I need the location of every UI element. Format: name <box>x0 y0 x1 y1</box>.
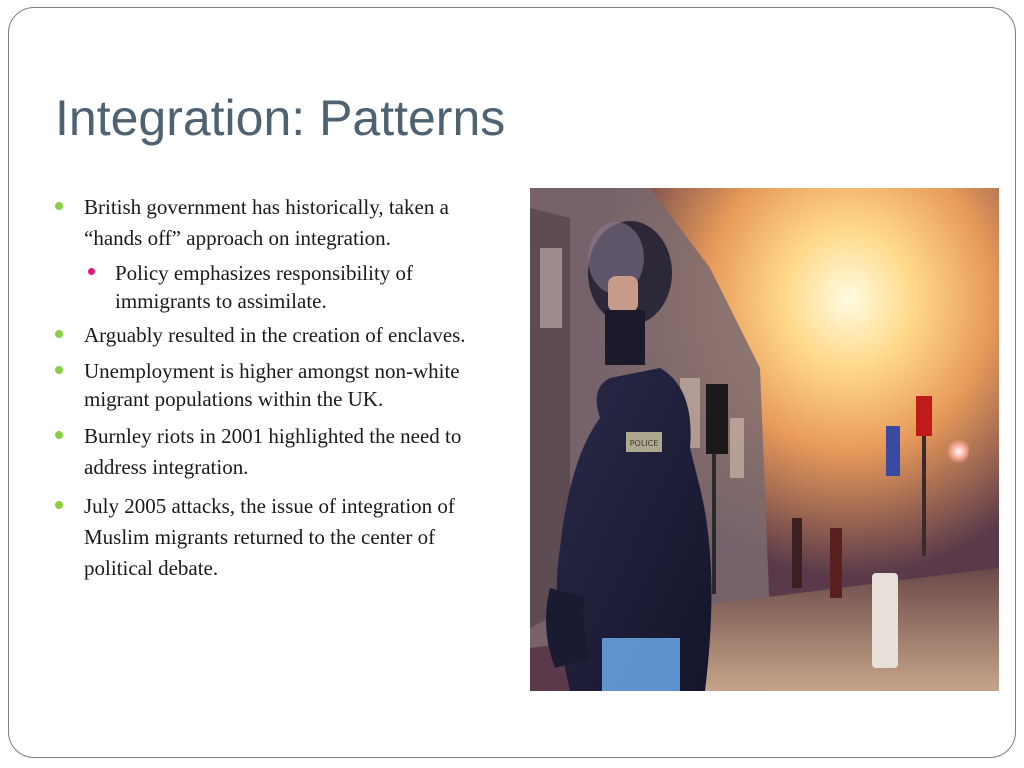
face-shape <box>608 276 638 312</box>
bullet-dot-icon <box>55 501 63 509</box>
window-shape <box>540 248 562 328</box>
slide-frame <box>8 7 1016 758</box>
slide-title: Integration: Patterns <box>55 90 506 146</box>
bullet-dot-icon <box>55 431 63 439</box>
road-sign-icon <box>886 426 900 476</box>
person-silhouette <box>830 528 842 598</box>
sub-bullet-dot-icon <box>88 268 95 275</box>
bullet-text: Arguably resulted in the creation of enclaves. <box>84 323 466 347</box>
bullet-item <box>53 491 505 584</box>
bullet-item <box>53 421 505 483</box>
police-badge-text: POLICE <box>629 439 659 448</box>
traffic-light-icon <box>706 384 728 454</box>
bullet-dot-icon <box>55 366 63 374</box>
riot-police-photo <box>530 188 999 691</box>
bullet-list <box>53 192 505 592</box>
bullet-text: British government has historically, taken a “hands off” approach on integration. <box>84 195 449 250</box>
bullet-text: Burnley riots in 2001 highlighted the need to address integration. <box>84 424 462 479</box>
bullet-item <box>53 357 505 413</box>
riot-shield-shape <box>602 638 680 691</box>
bullet-item <box>53 192 505 254</box>
bullet-dot-icon <box>55 202 63 210</box>
bullet-item <box>53 321 505 349</box>
sub-bullet-text: Policy emphasizes responsibility of immigrants to assimilate. <box>115 261 414 313</box>
person-silhouette <box>792 518 802 588</box>
collar-shape <box>605 310 645 365</box>
traffic-light-pole <box>712 454 716 594</box>
photo-illustration <box>530 188 999 691</box>
window-shape <box>730 418 744 478</box>
bullet-dot-icon <box>55 330 63 338</box>
light-glow <box>901 414 969 482</box>
bullet-text: Unemployment is higher amongst non-white migrant populations within the UK. <box>84 359 460 411</box>
bollard-shape <box>872 573 898 668</box>
sub-bullet-item <box>53 259 505 315</box>
bullet-text: July 2005 attacks, the issue of integration of Muslim migrants returned to the center of political debate. <box>84 494 455 580</box>
officer-arm <box>546 588 590 668</box>
